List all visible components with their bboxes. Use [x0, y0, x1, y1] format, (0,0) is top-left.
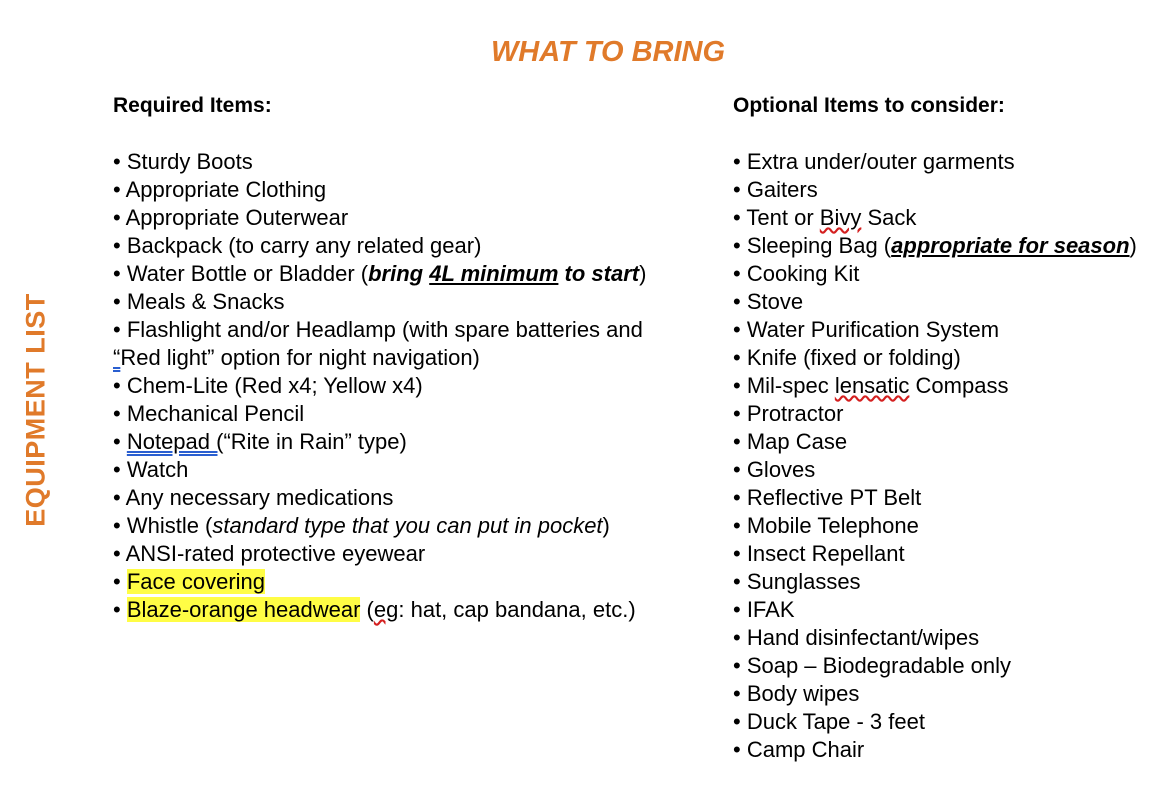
item-emphasis: to start: [558, 261, 640, 286]
list-item: • Insect Repellant: [733, 541, 905, 566]
item-text: (: [360, 597, 374, 622]
required-items-list: [113, 148, 713, 624]
list-item: • Hand disinfectant/wipes: [733, 625, 980, 650]
item-text: •: [113, 569, 127, 594]
list-item: • Appropriate Outerwear: [113, 205, 349, 230]
item-text: Red light” option for night navigation): [120, 345, 480, 370]
item-text: • Mil-spec: [733, 373, 835, 398]
list-item: • IFAK: [733, 597, 795, 622]
required-items-column: [113, 92, 713, 624]
item-text: : hat, cap bandana, etc.): [398, 597, 636, 622]
item-text: • Flashlight and/or Headlamp (with spare batteries and: [113, 317, 643, 342]
optional-items-list: [733, 148, 1153, 764]
list-item: [733, 232, 1153, 260]
list-item: • Chem-Lite (Red x4; Yellow x4): [113, 373, 423, 398]
list-item: • Gaiters: [733, 177, 818, 202]
item-text: •: [113, 429, 127, 454]
item-text: ): [639, 261, 647, 286]
item-text: • Sleeping Bag (: [733, 233, 892, 258]
list-item: • Camp Chair: [733, 737, 865, 762]
list-item: • Protractor: [733, 401, 844, 426]
list-item: • Knife (fixed or folding): [733, 345, 961, 370]
item-emphasis: standard type that you can put in pocket: [212, 513, 603, 538]
list-item: [113, 512, 713, 540]
spelling-flag: eg: [373, 597, 399, 622]
list-item: [113, 260, 713, 288]
optional-items-heading: Optional Items to consider:: [733, 94, 1005, 117]
list-item: • Extra under/outer garments: [733, 149, 1015, 174]
list-item: • Meals & Snacks: [113, 289, 285, 314]
item-text: ): [602, 513, 610, 538]
list-item: • Sunglasses: [733, 569, 861, 594]
page-title: WHAT TO BRING: [490, 36, 726, 68]
item-text: • Tent or: [733, 205, 820, 230]
list-item: • Mechanical Pencil: [113, 401, 305, 426]
list-item: • Soap – Biodegradable only: [733, 653, 1012, 678]
list-item: • Reflective PT Belt: [733, 485, 922, 510]
list-item: • Any necessary medications: [113, 485, 394, 510]
list-item: • Stove: [733, 289, 804, 314]
list-item: • Water Purification System: [733, 317, 1000, 342]
list-item: • Map Case: [733, 429, 848, 454]
list-item: • Gloves: [733, 457, 816, 482]
item-text: Compass: [909, 373, 1009, 398]
list-item: [113, 428, 713, 456]
list-item: • Appropriate Clothing: [113, 177, 327, 202]
item-emphasis: bring: [368, 261, 430, 286]
list-item: • Cooking Kit: [733, 261, 860, 286]
item-text: • Whistle (: [113, 513, 213, 538]
list-item: • Watch: [113, 457, 189, 482]
highlighted-item: Face covering: [126, 569, 266, 594]
list-item: [733, 372, 1153, 400]
item-emphasis: appropriate for season: [891, 233, 1130, 258]
item-text: Notepad (: [126, 429, 224, 454]
item-emphasis: 4L minimum: [429, 261, 559, 286]
equipment-list-label: EQUIPMENT LIST: [20, 293, 51, 527]
item-text: •: [113, 597, 127, 622]
item-text: Sack: [861, 205, 917, 230]
item-text: ): [1129, 233, 1137, 258]
list-item: [113, 568, 713, 596]
spelling-flag: Bivy: [819, 205, 862, 230]
list-item: • Body wipes: [733, 681, 860, 706]
optional-items-column: [733, 92, 1153, 764]
highlighted-item: Blaze-orange headwear: [126, 597, 361, 622]
list-item: • ANSI-rated protective eyewear: [113, 541, 426, 566]
item-text: “: [113, 345, 121, 370]
required-items-heading: Required Items:: [113, 94, 272, 117]
list-item: [733, 204, 1153, 232]
list-item: [113, 316, 713, 372]
list-item: • Backpack (to carry any related gear): [113, 233, 482, 258]
list-item: • Mobile Telephone: [733, 513, 919, 538]
list-item: • Duck Tape - 3 feet: [733, 709, 925, 734]
list-item: • Sturdy Boots: [113, 149, 253, 174]
item-text: “Rite in Rain” type): [223, 429, 407, 454]
list-item: [113, 596, 713, 624]
item-text: • Water Bottle or Bladder (: [113, 261, 369, 286]
spelling-flag: lensatic: [834, 373, 910, 398]
